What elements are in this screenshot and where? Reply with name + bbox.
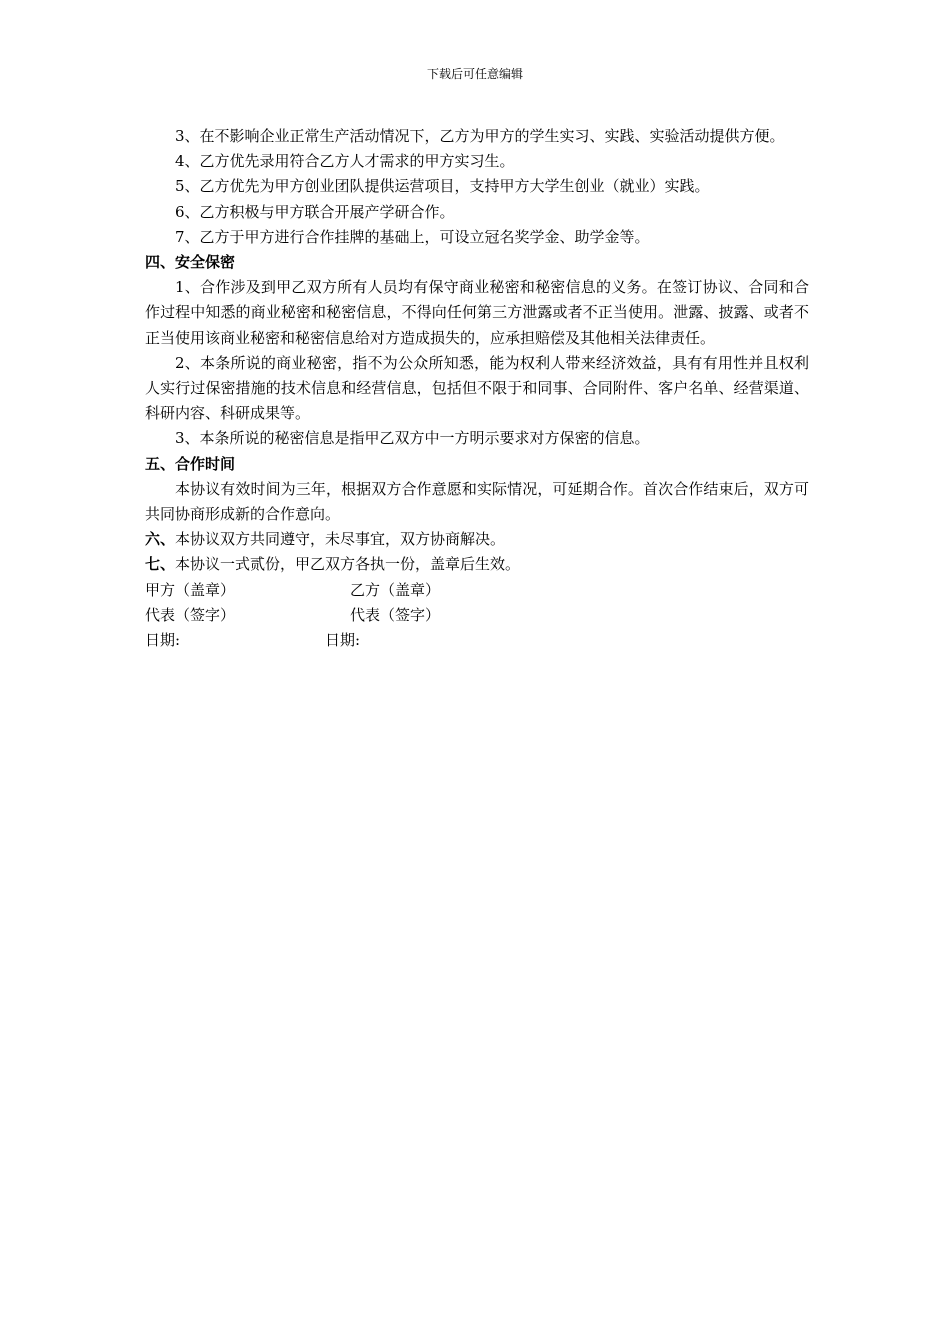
party-a-date: 日期: bbox=[145, 631, 181, 650]
clause-3-4: 4、乙方优先录用符合乙方人才需求的甲方实习生。 bbox=[175, 152, 515, 171]
section-5-heading: 五、合作时间 bbox=[145, 454, 236, 473]
section-6 bbox=[145, 527, 809, 552]
party-a-representative: 代表（签字） bbox=[145, 605, 236, 624]
section-6-prefix: 六、 bbox=[145, 530, 176, 549]
representative-row bbox=[145, 603, 809, 628]
agreement-body bbox=[145, 124, 809, 653]
clause-5-body: 本协议有效时间为三年，根据双方合作意愿和实际情况，可延期合作。首次合作结束后，双方可共同协商形成新的合作意向。 bbox=[145, 479, 809, 524]
section-7-text: 本协议一式贰份，甲乙双方各执一份，盖章后生效。 bbox=[175, 555, 521, 574]
clause-3-5: 5、乙方优先为甲方创业团队提供运营项目，支持甲方大学生创业（就业）实践。 bbox=[175, 177, 710, 196]
section-7-prefix: 七、 bbox=[145, 555, 176, 574]
party-b-representative: 代表（签字） bbox=[350, 605, 441, 624]
clause-3-6: 6、乙方积极与甲方联合开展产学研合作。 bbox=[175, 202, 455, 221]
section-4-heading: 四、安全保密 bbox=[145, 253, 236, 272]
party-b-seal: 乙方（盖章） bbox=[350, 580, 441, 599]
header-note: 下载后可任意编辑 bbox=[426, 67, 523, 81]
seal-row bbox=[145, 578, 809, 603]
clause-4-3: 3、本条所说的秘密信息是指甲乙双方中一方明示要求对方保密的信息。 bbox=[175, 429, 650, 448]
party-b-date: 日期: bbox=[325, 631, 361, 650]
section-7 bbox=[145, 552, 809, 577]
section-6-text: 本协议双方共同遵守，未尽事宜，双方协商解决。 bbox=[175, 530, 506, 549]
clause-4-2: 2、本条所说的商业秘密，指不为公众所知悉，能为权利人带来经济效益，具有有用性并且权利人实行过保密措施的技术信息和经营信息，包括但不限于和同事、合同附件、客户名单、经营渠道、科研内容、科研成果等。 bbox=[145, 353, 809, 423]
clause-3-3: 3、在不影响企业正常生产活动情况下，乙方为甲方的学生实习、实践、实验活动提供方便。 bbox=[175, 127, 785, 145]
party-a-seal: 甲方（盖章） bbox=[145, 580, 236, 599]
clause-4-1: 1、合作涉及到甲乙双方所有人员均有保守商业秘密和秘密信息的义务。在签订协议、合同和合作过程中知悉的商业秘密和秘密信息，不得向任何第三方泄露或者不正当使用。泄露、披露、或者不正当使用该商业秘密和秘密信息给对方造成损失的，应承担赔偿及其他相关法律责任。 bbox=[145, 278, 809, 347]
clause-3-7: 7、乙方于甲方进行合作挂牌的基础上，可设立冠名奖学金、助学金等。 bbox=[175, 227, 650, 246]
date-row bbox=[145, 628, 809, 653]
